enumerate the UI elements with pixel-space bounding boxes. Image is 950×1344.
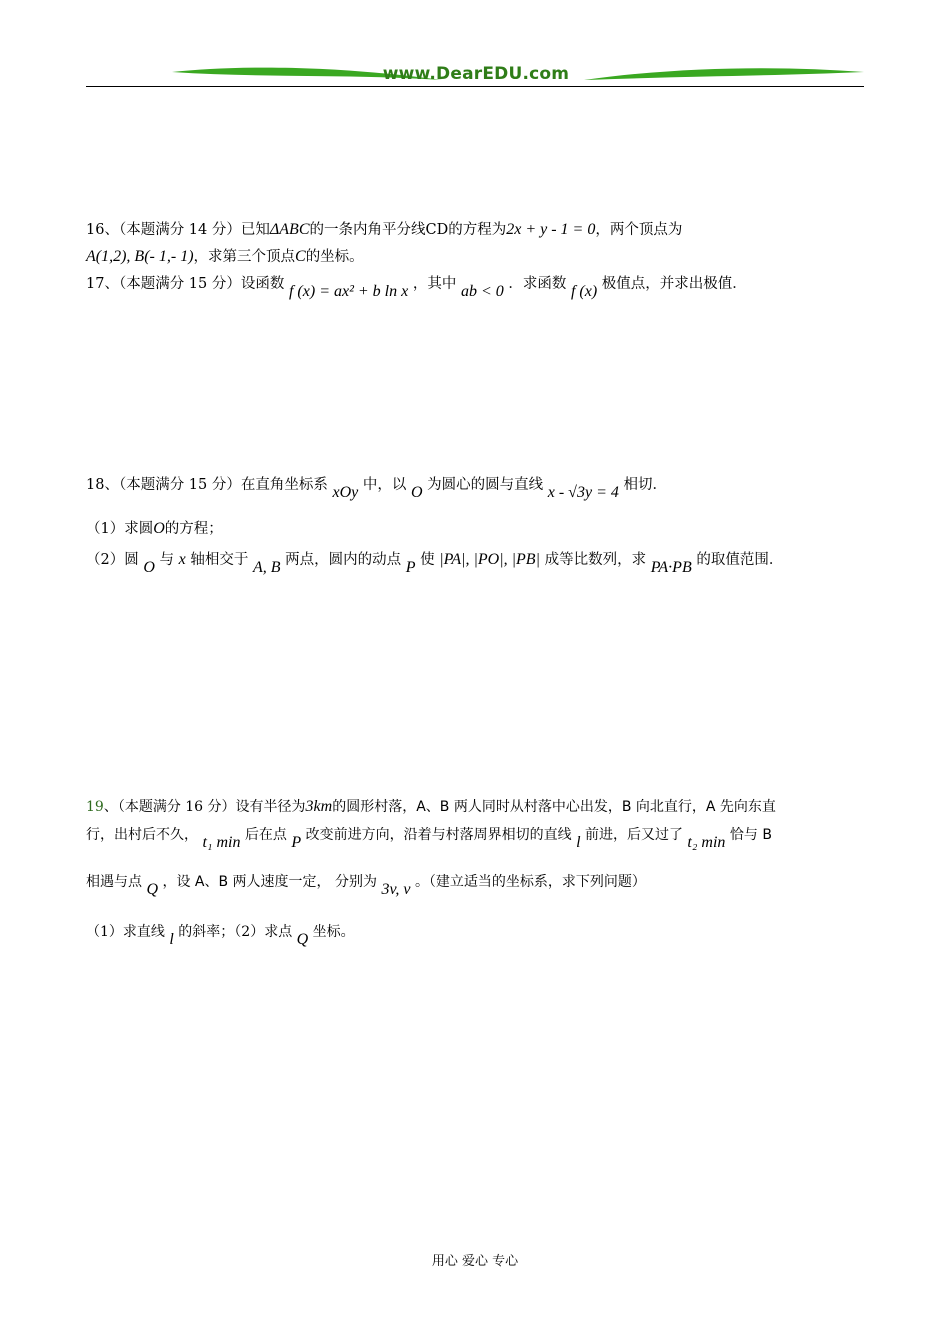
q19-label: 、（本题满分 16 分）	[103, 799, 236, 815]
q16-text-4: 的坐标。	[305, 249, 364, 265]
q19-text-d4: 坐标。	[312, 924, 355, 940]
q19-time-1: t₁ min	[202, 834, 241, 851]
q19-text-d3: 的斜率；（2）求点	[178, 924, 293, 940]
q18-p2-abs: |PA|, |PO|, |PB|	[439, 551, 540, 568]
q17-text-3: 极值点，并求出极值．	[601, 276, 747, 292]
q18-p1-text-a: （1）求圆	[86, 521, 154, 537]
q18-p1-origin: O	[153, 520, 165, 537]
q19-point-q-2: Q	[296, 931, 309, 948]
q18-p2-text-a: （2）圆	[86, 552, 139, 568]
q19-speeds: 3v, v	[381, 881, 411, 898]
q19-text-d1: （1）求	[86, 924, 137, 940]
q18-p2-origin: O	[143, 559, 155, 576]
q16-line-1	[86, 220, 682, 240]
q19-text-c4: 。（建立适当的坐标系，求下列问题）	[414, 874, 646, 890]
q17-label: 17、（本题满分 15 分）设函数	[86, 276, 285, 292]
q19-text-b3: 改变前进方向，沿着与村落周界相切的直线	[305, 827, 572, 843]
q18-line-equation: x - √3y = 4	[547, 484, 619, 501]
q18-text-3: 相切．	[623, 477, 667, 493]
q16-triangle: ΔABC	[269, 221, 310, 238]
q19-point-q: Q	[146, 881, 159, 898]
q19-text-b1: 行，出村后不久，	[86, 827, 198, 843]
q19-line-l-2: l	[169, 931, 174, 948]
q18-p2-points: A, B	[252, 559, 281, 576]
q18-p2-text-b: 与	[159, 552, 175, 568]
q19-text-c1: 相遇与点	[86, 874, 142, 890]
q18-p2-text-f: 成等比数列，求	[544, 552, 647, 568]
q16-text-1: 的一条内角平分线CD的方程为	[309, 222, 507, 238]
q19-text-b2: 后在点	[244, 827, 287, 843]
q18-line-1	[86, 475, 667, 501]
q18-p2-point-p: P	[405, 559, 416, 576]
page-header	[86, 60, 864, 90]
q17-line	[86, 274, 747, 300]
q19-point-p: P	[291, 834, 302, 851]
q16-points: A(1,2), B(- 1,- 1)	[86, 248, 194, 265]
q19-line-4	[86, 922, 355, 948]
page-footer: 用心 爱心 专心	[431, 1254, 519, 1269]
q17-function-2: f (x)	[570, 283, 598, 300]
q18-p2-text-d: 两点，圆内的动点	[285, 552, 402, 568]
q18-p1-text-b: 的方程；	[164, 521, 223, 537]
q18-part-2	[86, 550, 784, 576]
q19-line-l: l	[576, 834, 581, 851]
q18-p2-text-e: 使	[420, 552, 435, 568]
q19-time-2: t₂ min	[687, 834, 726, 851]
q16-text-2: ，两个顶点为	[595, 222, 683, 238]
q19-line-1	[86, 797, 776, 817]
q17-condition: ab < 0	[460, 283, 504, 300]
q18-text-1: 中，以	[362, 477, 407, 493]
q18-label: 18、（本题满分 15 分）在直角坐标系	[86, 477, 328, 493]
q19-text-c2: ，设 A、B 两人速度一定，	[162, 874, 331, 890]
q19-text-a2: 的圆形村落，A、B 两人同时从村落中心出发，B 向北直行，A 先向东直	[332, 799, 776, 815]
q19-text-c3: 分别为	[335, 874, 378, 890]
q16-point-c: C	[295, 248, 306, 265]
q19-text-b5: 恰与 B	[729, 827, 772, 843]
q17-text-2: ．求函数	[508, 276, 567, 292]
site-logo-text: www.DearEDU.com	[382, 64, 570, 84]
q19-radius: 3km	[305, 798, 333, 815]
right-swoosh-decoration	[584, 64, 864, 86]
q18-part-1	[86, 519, 223, 539]
q16-label: 16、（本题满分 14 分）已知	[86, 222, 270, 238]
q16-text-3: ，求第三个顶点	[193, 249, 296, 265]
q19-text-a1: 设有半径为	[235, 799, 306, 815]
header-rule	[86, 86, 864, 87]
q19-line-2	[86, 825, 772, 851]
q16-equation: 2x + y - 1 = 0	[506, 221, 596, 238]
q18-p2-x: x	[178, 551, 186, 568]
q19-line-3	[86, 872, 646, 898]
q18-system: xOy	[332, 484, 359, 501]
q19-number: 19	[86, 799, 104, 815]
q17-function: f (x) = ax² + b ln x	[288, 283, 409, 300]
q16-line-2	[86, 247, 364, 267]
q18-p2-text-g: 的取值范围．	[696, 552, 784, 568]
q18-p2-text-c: 轴相交于	[190, 552, 249, 568]
q19-text-b4: 前进，后又过了	[584, 827, 683, 843]
q18-p2-dot: PA·PB	[650, 559, 692, 576]
q18-origin: O	[410, 484, 423, 501]
q19-text-d2: 直线	[136, 924, 165, 940]
q18-text-2: 为圆心的圆与直线	[427, 477, 544, 493]
q17-text-1: ，其中	[412, 276, 457, 292]
